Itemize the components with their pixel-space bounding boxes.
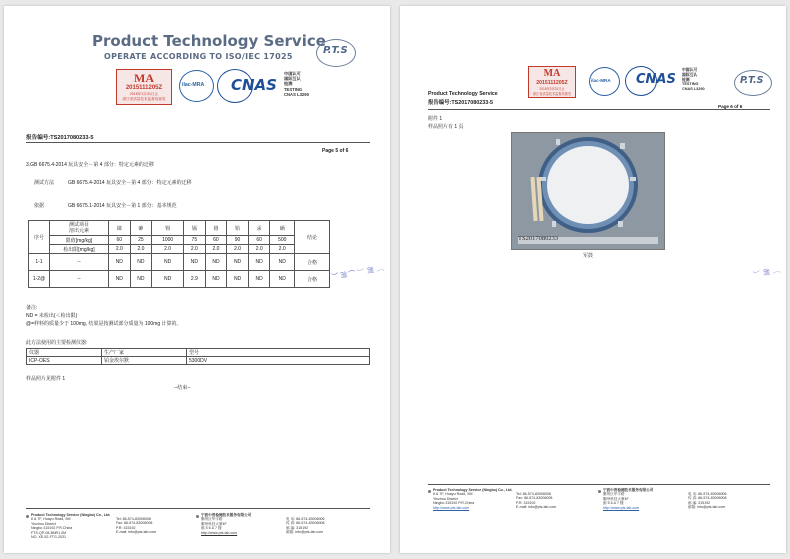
- footer-web-link[interactable]: http://www.pts-lab.com: [603, 505, 640, 510]
- footer-cn-addr: 鄞州科技大厦4F: [201, 521, 227, 526]
- footer-email: E-mail: info@pts-lab.com: [516, 505, 557, 510]
- header-seq: 序号: [29, 221, 50, 254]
- result-cell: ND: [248, 271, 270, 288]
- row-conclusion: 合格: [295, 271, 330, 288]
- pts-logo: [316, 39, 356, 67]
- table-row: [27, 349, 370, 357]
- table-row: [29, 221, 330, 236]
- result-cell: ND: [109, 271, 131, 288]
- ma-sub-line2: 浙江省质量技术监督局颁发: [122, 97, 166, 101]
- pts-logo: [734, 70, 772, 96]
- row-desc: --: [50, 254, 109, 271]
- ma-number: 2015111205Z: [536, 80, 568, 86]
- pts-logo-text: P.T.S: [323, 45, 348, 56]
- instrument-header: 仪器: [27, 349, 102, 357]
- footer-web-link[interactable]: http://www.pts-lab.com: [201, 530, 238, 535]
- brand-subtitle: OPERATE ACCORDING TO ISO/IEC 17025: [104, 52, 293, 61]
- footer-contact-cn: [688, 492, 727, 510]
- footer-cn-tel: 电 话: 86-574-83006006: [688, 492, 727, 496]
- note-mass: @=样料的质量少于 100mg, 结果是按测试部分质量为 100mg 计算的。: [26, 321, 182, 327]
- photo-count: 样品照片有 1 页: [428, 124, 464, 130]
- section-title: 3.GB 6675.4-2014 玩具安全－第 4 部分：特定元素的迁移: [26, 162, 154, 168]
- cnas-info-line: 国际互认: [682, 72, 698, 77]
- instrument-header: 生产厂家: [102, 349, 187, 357]
- ilac-label: ilac-MRA: [591, 78, 611, 83]
- header-detect: 检出限[mg/kg]: [50, 245, 109, 254]
- brand-title-small: Product Technology Service: [428, 91, 498, 97]
- cnas-info-line: 中国认可: [682, 68, 698, 72]
- instrument-cell: ICP-OES: [27, 357, 102, 365]
- footer-addr-line: Ningbo 315192 P.R.China: [31, 526, 73, 531]
- footer-cn-fax: 传 真: 86-574-83006008: [286, 521, 325, 526]
- ma-sub-line1: 2018年3月31日止: [129, 92, 159, 96]
- limit-cell: 60: [248, 236, 270, 245]
- detect-cell: 2.0: [205, 245, 227, 254]
- ilac-mra-logo: [179, 70, 214, 102]
- result-cell: 2.9: [184, 271, 206, 288]
- cnas-label: CNAS: [231, 76, 277, 94]
- drum-illustration: [512, 133, 664, 249]
- footer-cn-company: 宁波中普检测技术服务有限公司: [603, 488, 654, 492]
- note-nd: ND = 未检出(＜检出限): [26, 313, 78, 319]
- detect-cell: 2.0: [248, 245, 270, 254]
- footer-divider: [26, 508, 370, 509]
- result-cell: ND: [152, 271, 184, 288]
- footer-cn-addr: 鄞州区华宇路: [201, 517, 223, 522]
- footer-address-cn: [201, 513, 251, 535]
- instrument-header: 型号: [187, 349, 370, 357]
- instrument-cell: 铂金埃尔默: [102, 357, 187, 365]
- footer-contact-en: [516, 492, 556, 510]
- result-cell: ND: [205, 254, 227, 271]
- header-items: [50, 221, 109, 236]
- footer-building-icon: [428, 490, 431, 493]
- results-table: [28, 220, 330, 288]
- basis-value: GB 6675.1-2014 玩具安全－第 1 部分：基本规范: [68, 203, 177, 209]
- element-header: 锑: [109, 221, 131, 236]
- footer-building-icon: [196, 515, 199, 518]
- page-number: Page 6 of 6: [718, 104, 743, 109]
- footer-tel: Tel: 86-574-83006006: [116, 517, 151, 521]
- basis-label: 依据: [34, 203, 45, 209]
- limit-cell: 1000: [152, 236, 184, 245]
- limit-cell: 90: [227, 236, 249, 245]
- element-header: 铅: [227, 221, 249, 236]
- ilac-mra-logo: [589, 67, 620, 96]
- sample-photo: [511, 132, 665, 250]
- footer-cn-addr: 鄞州区华宇路: [603, 492, 625, 497]
- cnas-info-line: 检测: [682, 77, 690, 82]
- detect-cell: 2.0: [227, 245, 249, 254]
- side-stamp: 〔 测 〕( 测 ): [330, 264, 384, 279]
- limit-cell: 500: [270, 236, 295, 245]
- footer-cn-email: 邮箱: info@pts-lab.com: [286, 530, 324, 535]
- result-cell: ND: [184, 254, 206, 271]
- footer-cn-company: 宁波中普检测技术服务有限公司: [201, 513, 252, 517]
- footer-addr-line: FTS-QP-08-BNR1.0M: [31, 530, 67, 535]
- detect-cell: 2.0: [152, 245, 184, 254]
- ma-certification-logo: [528, 66, 576, 98]
- footer-building-icon: [598, 490, 601, 493]
- element-header: 铬: [205, 221, 227, 236]
- footer-cn-post: 邮 编: 315192: [286, 525, 309, 530]
- cnas-info-line: 国际互认: [284, 76, 301, 82]
- footer-address-en: [433, 488, 512, 510]
- table-row: [27, 357, 370, 365]
- ilac-label: ilac-MRA: [182, 82, 205, 88]
- table-row: [29, 271, 330, 288]
- notes-title: 备注:: [26, 305, 38, 311]
- row-conclusion: 合格: [295, 254, 330, 271]
- element-header: 镉: [184, 221, 206, 236]
- footer-contact-en: [116, 517, 156, 535]
- footer-cn-addr: 邮 5 6 & 7 楼: [603, 501, 624, 506]
- row-desc: --: [50, 271, 109, 288]
- footer-company: Product Technology Service (Ningbo) Co., Ltd.: [433, 488, 513, 492]
- footer-cn-addr: 鄞州科技大厦4F: [603, 496, 629, 501]
- appendix-label: 附件 1: [428, 116, 443, 122]
- ma-title: MA: [543, 68, 561, 79]
- cnas-info-line: TESTING: [682, 82, 699, 87]
- footer-tel: Tel: 86-574-83006006: [516, 492, 551, 496]
- footer-address-cn: [603, 488, 653, 510]
- footer-addr-line: Yinzhou District: [433, 496, 458, 501]
- detect-cell: 2.0: [270, 245, 295, 254]
- footer-addr-line: NO. XE-52-FTG-2031: [31, 535, 66, 540]
- method-label: 测试方法: [34, 180, 55, 186]
- footer-address-en: [31, 513, 110, 539]
- result-cell: ND: [130, 271, 152, 288]
- report-number: 报告编号:TS2017080233-5: [26, 135, 94, 141]
- side-stamp: 〔 测 〕: [751, 266, 780, 278]
- photo-stamp: TS2017080233: [518, 235, 559, 242]
- table-row: [29, 245, 330, 254]
- page-number: Page 5 of 6: [322, 148, 349, 154]
- footer-building-icon: [26, 515, 29, 518]
- result-cell: ND: [205, 271, 227, 288]
- result-cell: ND: [270, 254, 295, 271]
- cnas-info-line: TESTING: [284, 86, 303, 92]
- header-items-line1: 测试项目: [68, 222, 89, 228]
- divider: [26, 142, 370, 143]
- footer-fax: Fax: 86-574-83006008: [516, 496, 553, 501]
- limit-cell: 60: [205, 236, 227, 245]
- result-cell: ND: [109, 254, 131, 271]
- footer-cn-tel: 电 话: 86-574-83006006: [286, 517, 325, 521]
- element-header: 砷: [130, 221, 152, 236]
- footer-divider: [428, 484, 770, 485]
- cnas-info: [284, 71, 309, 97]
- end-mark: --结束--: [174, 385, 191, 391]
- table-row: [29, 236, 330, 245]
- ma-number: 2015111205Z: [125, 85, 163, 91]
- footer-cn-email: 邮箱: info@pts-lab.com: [688, 505, 726, 510]
- result-cell: ND: [227, 254, 249, 271]
- cnas-info-line: CNAS L3290: [682, 87, 705, 92]
- report-page-5: [4, 6, 390, 553]
- instrument-cell: 5300DV: [187, 357, 370, 365]
- cnas-info: [682, 68, 705, 92]
- result-cell: ND: [248, 254, 270, 271]
- instruments-title: 此方法使用的主要检测仪器:: [26, 340, 88, 346]
- ma-title: MA: [134, 71, 154, 85]
- footer-fax: Fax: 86-574-83006008: [116, 521, 153, 526]
- footer-cn-post: 邮 编: 315192: [688, 500, 711, 505]
- ma-sub-line1: 2018年3月31日止: [539, 87, 565, 91]
- result-cell: ND: [152, 254, 184, 271]
- cnas-info-line: CNAS L3290: [284, 91, 309, 97]
- element-header: 钡: [152, 221, 184, 236]
- result-cell: ND: [130, 254, 152, 271]
- cnas-info-line: 检测: [284, 81, 293, 87]
- detect-cell: 2.0: [130, 245, 152, 254]
- brand-title: Product Technology Service: [92, 32, 326, 50]
- ma-certification-logo: [116, 69, 172, 105]
- divider: [428, 109, 770, 110]
- photos-reference: 样品照片见附件 1: [26, 376, 66, 382]
- element-header: 汞: [248, 221, 270, 236]
- element-header: 硒: [270, 221, 295, 236]
- pts-logo-text: P.T.S: [740, 75, 764, 86]
- footer-addr-line: Yinzhou District: [31, 521, 56, 526]
- footer-company: Product Technology Service (Ningbo) Co., Ltd.: [31, 513, 111, 517]
- header-limit: 限值[mg/kg]: [50, 236, 109, 245]
- detect-cell: 2.0: [109, 245, 131, 254]
- footer-addr-line: 6 & 7F, Huayu Road, SM: [31, 517, 71, 522]
- limit-cell: 75: [184, 236, 206, 245]
- report-number: 报告编号:TS2017080233-5: [428, 100, 494, 106]
- footer-addr-line: Ningbo 315192 P.R.China: [433, 501, 475, 506]
- footer-contact-cn: [286, 517, 325, 535]
- cnas-label: CNAS: [636, 72, 676, 87]
- cnas-info-line: 中国认可: [284, 71, 301, 76]
- photo-caption: 军鼓: [583, 253, 594, 259]
- instruments-table: [26, 348, 370, 365]
- limit-cell: 60: [109, 236, 131, 245]
- footer-email: E-mail: info@pts-lab.com: [116, 530, 157, 535]
- header-items-line2: 溶出元素: [68, 228, 89, 234]
- row-seq: 1-1: [29, 254, 50, 271]
- footer-web-link[interactable]: http://www.pts-lab.com: [433, 505, 470, 510]
- result-cell: ND: [227, 271, 249, 288]
- footer-post: P.R: 315192: [116, 525, 136, 530]
- table-row: [29, 254, 330, 271]
- footer-cn-fax: 传 真: 86-574-83006008: [688, 496, 727, 501]
- footer-cn-addr: 邮 5 6 & 7 楼: [201, 526, 222, 531]
- result-cell: ND: [270, 271, 295, 288]
- row-seq: 1-2@: [29, 271, 50, 288]
- limit-cell: 25: [130, 236, 152, 245]
- ma-sub-line2: 浙江省质量技术监督局颁发: [532, 92, 572, 96]
- footer-addr-line: 6 & 7F, Huayu Road, SM: [433, 492, 473, 497]
- detect-cell: 2.0: [184, 245, 206, 254]
- header-conclusion: 结论: [295, 221, 330, 254]
- method-value: GB 6675.4-2014 玩具安全－第 4 部分：特定元素的迁移: [68, 180, 192, 186]
- report-page-6: [400, 6, 786, 553]
- footer-post: P.R: 315192: [516, 500, 536, 505]
